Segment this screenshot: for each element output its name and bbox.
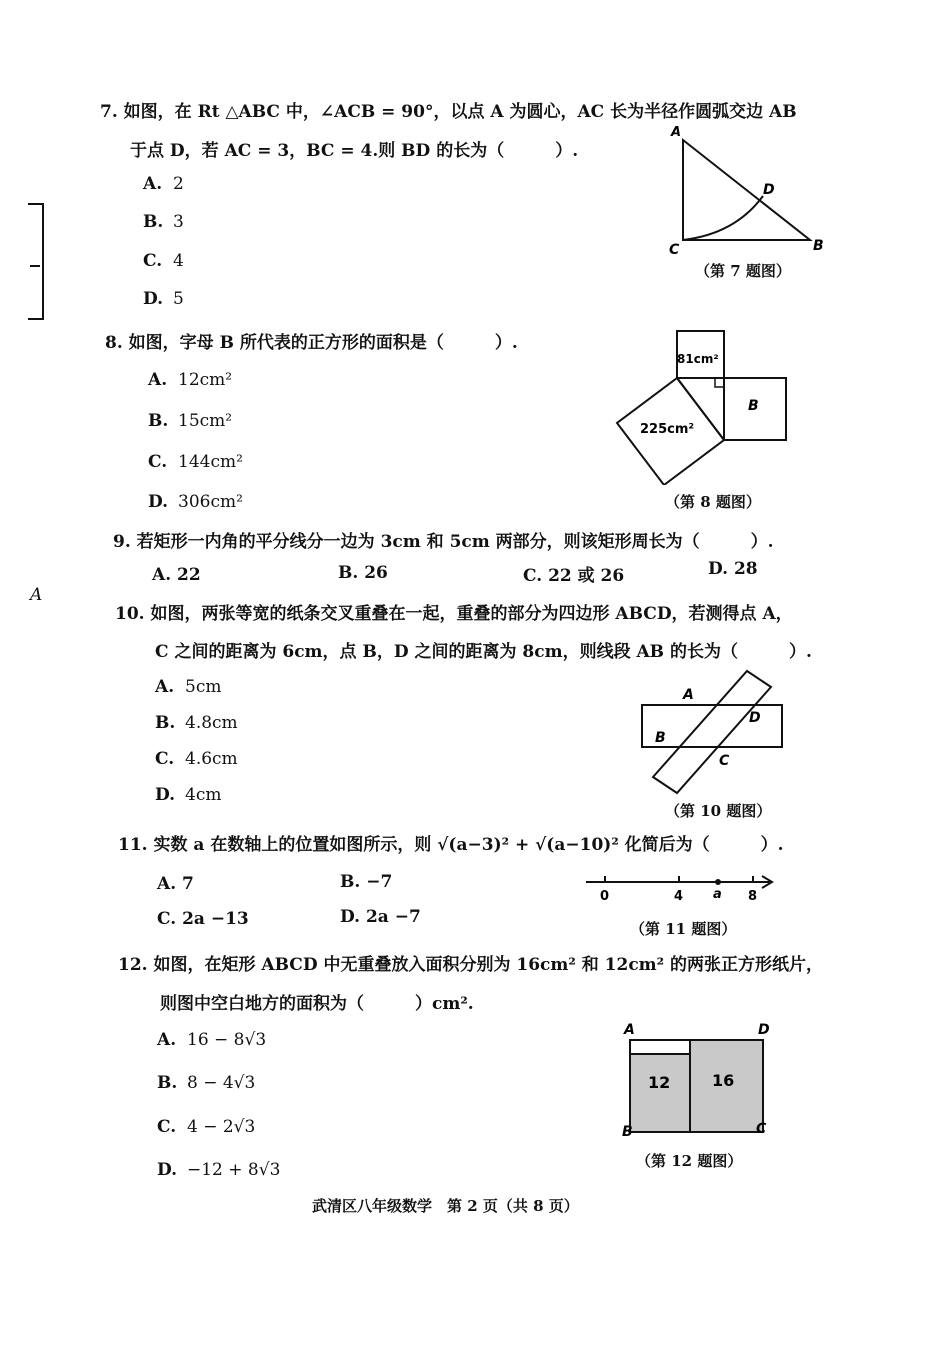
q12-label-c: C — [756, 1121, 767, 1137]
page-footer: 武清区八年级数学 第 2 页（共 8 页） — [312, 1197, 579, 1215]
q11-option-b: B. −7 — [340, 872, 393, 892]
q8-label-225: 225cm² — [640, 422, 695, 437]
q9-option-a: A. 22 — [152, 565, 201, 585]
q11-option-d: D. 2a −7 — [340, 907, 421, 927]
q7-label-d: D — [763, 182, 775, 198]
q11-caption: （第 11 题图） — [630, 920, 737, 938]
margin-letter: A — [30, 585, 43, 605]
q8-option-b: B. 15cm² — [148, 411, 233, 431]
q8-figure — [610, 325, 795, 485]
q8-line1: 8. 如图，字母 B 所代表的正方形的面积是（ ）. — [105, 333, 518, 353]
q12-label-b: B — [622, 1124, 633, 1140]
q7-option-c: C. 4 — [143, 251, 184, 271]
q12-option-a: A. 16 − 8√3 — [157, 1030, 267, 1050]
q9-line1: 9. 若矩形一内角的平分线分一边为 3cm 和 5cm 两部分，则该矩形周长为（ ）. — [113, 532, 774, 552]
q7-line2: 于点 D，若 AC = 3，BC = 4.则 BD 的长为（ ）. — [130, 141, 579, 161]
q10-option-b: B. 4.8cm — [155, 713, 238, 733]
q12-label-16: 16 — [712, 1071, 735, 1090]
q8-option-c: C. 144cm² — [148, 452, 243, 472]
q12-option-d: D. −12 + 8√3 — [157, 1160, 281, 1180]
binding-bracket-tick — [30, 265, 40, 267]
q11-number-line — [580, 868, 780, 906]
q12-label-a: A — [624, 1022, 635, 1038]
q10-figure — [635, 665, 790, 797]
q12-option-b: B. 8 − 4√3 — [157, 1073, 256, 1093]
q7-label-c: C — [669, 242, 680, 257]
q10-option-d: D. 4cm — [155, 785, 222, 805]
q8-label-b: B — [748, 398, 759, 414]
q11-tick-8: 8 — [748, 889, 758, 904]
q7-caption: （第 7 题图） — [695, 262, 791, 280]
q12-label-d: D — [758, 1022, 770, 1038]
q11-option-a: A. 7 — [157, 874, 194, 894]
q12-label-12: 12 — [648, 1073, 671, 1092]
q11-line1: 11. 实数 a 在数轴上的位置如图所示，则 √(a−3)² + √(a−10)² 化简后为（ ）. — [118, 835, 784, 855]
q8-caption: （第 8 题图） — [665, 493, 761, 511]
q12-caption: （第 12 题图） — [636, 1152, 743, 1170]
q10-caption: （第 10 题图） — [665, 802, 772, 820]
q10-label-c: C — [719, 753, 730, 769]
q8-option-d: D. 306cm² — [148, 492, 243, 512]
q7-line1: 7. 如图，在 Rt △ABC 中，∠ACB = 90°，以点 A 为圆心，AC 长为半径作圆弧交边 AB — [100, 102, 797, 122]
q12-line1: 12. 如图，在矩形 ABCD 中无重叠放入面积分别为 16cm² 和 12cm² 的两张正方形纸片， — [118, 955, 824, 975]
q8-option-a: A. 12cm² — [148, 370, 233, 390]
q10-line2: C 之间的距离为 6cm，点 B，D 之间的距离为 8cm，则线段 AB 的长为（ ）. — [155, 642, 812, 662]
q10-line1: 10. 如图，两张等宽的纸条交叉重叠在一起，重叠的部分为四边形 ABCD，若测得点 A， — [115, 604, 793, 624]
q11-option-c: C. 2a −13 — [157, 909, 249, 929]
q9-option-b: B. 26 — [338, 563, 388, 583]
q12-option-c: C. 4 − 2√3 — [157, 1117, 256, 1137]
q8-label-81: 81cm² — [677, 352, 719, 366]
q10-label-b: B — [655, 730, 666, 746]
q7-label-a: A — [671, 125, 682, 140]
q7-option-b: B. 3 — [143, 212, 184, 232]
q7-option-a: A. 2 — [143, 174, 184, 194]
q7-label-b: B — [813, 238, 824, 254]
q10-option-a: A. 5cm — [155, 677, 222, 697]
q10-label-d: D — [749, 710, 761, 726]
q7-figure — [665, 122, 835, 257]
q10-option-c: C. 4.6cm — [155, 749, 238, 769]
q9-option-d: D. 28 — [708, 559, 758, 579]
binding-bracket-line — [42, 203, 44, 320]
q11-tick-a: a — [713, 887, 722, 902]
q9-option-c: C. 22 或 26 — [523, 566, 625, 586]
q7-option-d: D. 5 — [143, 289, 184, 309]
q11-tick-4: 4 — [674, 889, 684, 904]
q12-figure — [618, 1018, 778, 1140]
binding-bracket-bottom — [28, 318, 44, 320]
q12-line2: 则图中空白地方的面积为（ ）cm². — [160, 994, 474, 1014]
q11-tick-0: 0 — [600, 889, 610, 904]
q10-label-a: A — [683, 687, 694, 703]
